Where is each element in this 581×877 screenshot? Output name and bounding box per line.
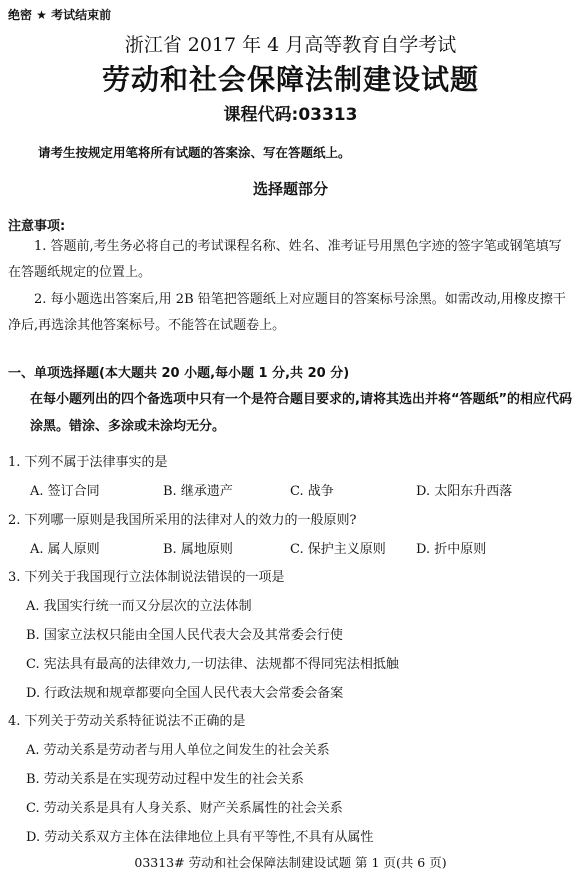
course-code: 课程代码:03313 <box>223 105 358 125</box>
notes-title: 注意事项: <box>8 219 66 234</box>
option-d: D. 行政法规和规章都要向全国人民代表大会常委会备案 <box>26 686 344 701</box>
option-b: B. 属地原则 <box>163 542 233 557</box>
option-b: B. 劳动关系是在实现劳动过程中发生的社会关系 <box>26 772 304 787</box>
option-a: A. 我国实行统一而又分层次的立法体制 <box>26 599 252 614</box>
option-a: A. 签订合同 <box>30 484 100 499</box>
note-item: 2. 每小题选出答案后,用 2B 铅笔把答题纸上对应题目的答案标号涂黑。如需改动,用橡皮擦干净后,再选涂其他答案标号。不能答在试题卷上。 <box>8 292 566 333</box>
answer-instruction: 请考生按规定用笔将所有试题的答案涂、写在答题纸上。 <box>38 145 351 160</box>
note-item: 1. 答题前,考生务必将自己的考试课程名称、姓名、准考证号用黑色字迹的签字笔或钢笔填写在答题纸规定的位置上。 <box>8 239 562 280</box>
question-stem: 3. 下列关于我国现行立法体制说法错误的一项是 <box>8 570 285 585</box>
option-c: C. 战争 <box>290 484 334 499</box>
option-b: B. 继承遗产 <box>163 484 233 499</box>
option-a: A. 劳动关系是劳动者与用人单位之间发生的社会关系 <box>26 743 330 758</box>
question-stem: 2. 下列哪一原则是我国所采用的法律对人的效力的一般原则? <box>8 513 357 528</box>
question-stem: 1. 下列不属于法律事实的是 <box>8 455 168 470</box>
option-a: A. 属人原则 <box>30 542 100 557</box>
question-stem: 4. 下列关于劳动关系特征说法不正确的是 <box>8 714 246 729</box>
exam-title: 浙江省 2017 年 4 月高等教育自学考试 <box>124 34 457 56</box>
option-d: D. 劳动关系双方主体在法律地位上具有平等性,不具有从属性 <box>26 830 374 845</box>
option-c: C. 保护主义原则 <box>290 542 386 557</box>
part-instruction: 在每小题列出的四个备选项中只有一个是符合题目要求的,请将其选出并将“答题纸”的相应代码涂黑。错涂、多涂或未涂均无分。 <box>30 392 573 434</box>
option-c: C. 劳动关系是具有人身关系、财产关系属性的社会关系 <box>26 801 343 816</box>
option-c: C. 宪法具有最高的法律效力,一切法律、法规都不得同宪法相抵触 <box>26 657 399 672</box>
section-title: 选择题部分 <box>252 180 328 198</box>
option-b: B. 国家立法权只能由全国人民代表大会及其常委会行使 <box>26 628 343 643</box>
paper-title: 劳动和社会保障法制建设试题 <box>101 63 479 96</box>
page-footer: 03313# 劳动和社会保障法制建设试题 第 1 页(共 6 页) <box>134 855 447 870</box>
option-d: D. 折中原则 <box>416 542 487 557</box>
option-d: D. 太阳东升西落 <box>416 484 513 499</box>
confidential-mark: 绝密 ★ 考试结束前 <box>8 8 112 22</box>
part-title: 一、单项选择题(本大题共 20 小题,每小题 1 分,共 20 分) <box>8 366 350 381</box>
